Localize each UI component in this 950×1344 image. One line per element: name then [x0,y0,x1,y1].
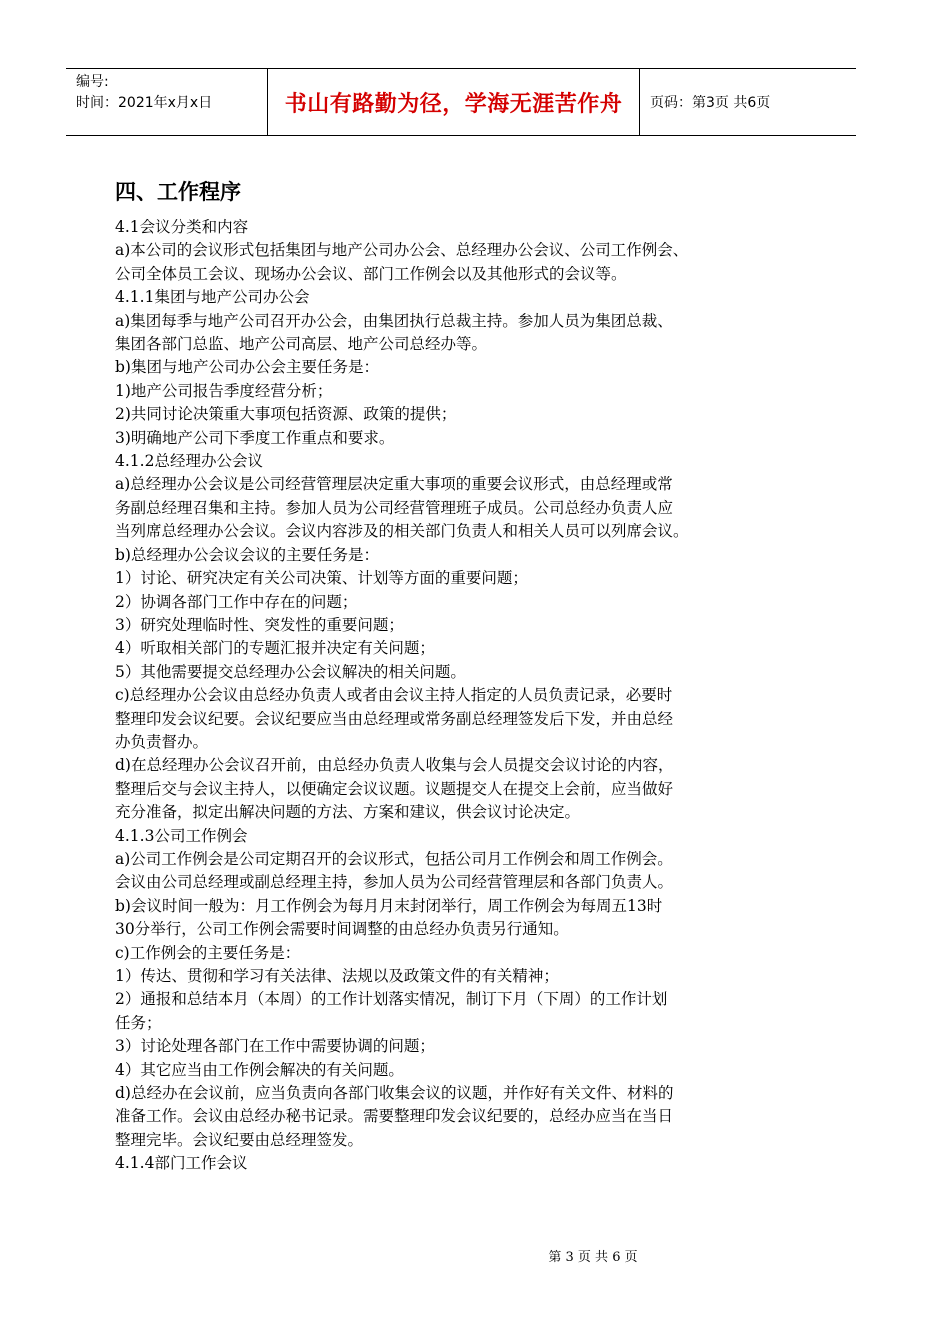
text-line: 办负责督办。 [115,732,209,751]
text-line: 整理印发会议纪要。会议纪要应当由总经理或常务副总经理签发后下发，并由总经 [115,709,674,728]
text-line: 集团各部门总监、地产公司高层、地产公司总经办等。 [115,335,488,354]
document-body [115,176,835,1176]
text-line: 4.1.2总经理办公会议 [115,452,263,471]
text-line: 任务； [115,1013,162,1032]
text-line: a)本公司的会议形式包括集团与地产公司办公会、总经理办公会议、公司工作例会、 [115,241,689,260]
text-line: 4.1会议分类和内容 [115,218,249,236]
text-line: 会议由公司总经理或副总经理主持，参加人员为公司经营管理层和各部门负责人。 [115,873,674,892]
text-line: 4）听取相关部门的专题汇报并决定有关问题； [115,639,435,658]
text-line: a)公司工作例会是公司定期召开的会议形式，包括公司月工作例会和周工作例会。 [115,849,673,868]
page-header [66,68,856,136]
header-page-code: 页码：第3页 共6页 [650,95,771,111]
text-line: 1）传达、贯彻和学习有关法律、法规以及政策文件的有关精神； [115,967,559,985]
text-line: 2）协调各部门工作中存在的问题； [115,592,358,611]
text-line: 2）通报和总结本月（本周）的工作计划落实情况，制订下月（下周）的工作计划 [115,990,668,1009]
text-line: 公司全体员工会议、现场办公会议、部门工作例会以及其他形式的会议等。 [115,264,627,283]
text-line: 2)共同讨论决策重大事项包括资源、政策的提供； [115,405,457,424]
text-line: 1）讨论、研究决定有关公司决策、计划等方面的重要问题； [115,569,528,588]
page-indicator: 第 3 页 共 6 页 [548,1250,638,1265]
text-line: 3)明确地产公司下季度工作重点和要求。 [115,428,395,447]
header-meta [66,69,267,135]
document-number-label: 编号: [76,74,109,90]
text-line: 3）研究处理临时性、突发性的重要问题； [115,615,404,634]
text-line: 30分举行，公司工作例会需要时间调整的由总经办负责另行通知。 [115,920,569,939]
text-line: d)在总经理办公会议召开前，由总经办负责人收集与会人员提交会议讨论的内容， [115,756,674,775]
text-line: c)工作例会的主要任务是： [115,943,301,962]
text-line: d)总经办在会议前，应当负责向各部门收集会议的议题，并作好有关文件、材料的 [115,1084,674,1103]
text-line: b)总经理办公会议会议的主要任务是： [115,545,379,564]
page-footer [0,1246,950,1265]
text-line: a)集团每季与地产公司召开办公会，由集团执行总裁主持。参加人员为集团总裁、 [115,311,673,330]
text-line: 充分准备，拟定出解决问题的方法、方案和建议，供会议讨论决定。 [115,803,581,822]
text-line: c)总经理办公会议由总经办负责人或者由会议主持人指定的人员负责记录，必要时 [115,686,673,705]
text-line: 4.1.4部门工作会议 [115,1154,248,1173]
text-line: 3）讨论处理各部门在工作中需要协调的问题； [115,1037,435,1056]
text-line: 整理完毕。会议纪要由总经理签发。 [115,1130,364,1149]
text-line: a)总经理办公会议是公司经营管理层决定重大事项的重要会议形式，由总经理或常 [115,475,673,494]
text-line: 整理后交与会议主持人，以便确定会议议题。议题提交人在提交上会前，应当做好 [115,779,674,798]
body-text [115,216,835,1176]
text-line: 务副总经理召集和主持。参加人员为公司经营管理班子成员。公司总经办负责人应 [115,498,674,517]
section-title: 四、工作程序 [115,180,241,204]
text-line: b)会议时间一般为：月工作例会为每月月末封闭举行，周工作例会为每周五13时 [115,896,663,915]
text-line: 1)地产公司报告季度经营分析； [115,381,333,400]
header-motto: 书山有路勤为径，学海无涯苦作舟 [267,69,640,135]
text-line: 当列席总经理办公会议。会议内容涉及的相关部门负责人和相关人员可以列席会议。 [115,522,689,541]
text-line: 4.1.1集团与地产公司办公会 [115,288,310,307]
text-line: 准备工作。会议由总经办秘书记录。需要整理印发会议纪要的，总经办应当在当日 [115,1107,674,1126]
document-time-label: 时间：2021年x月x日 [76,95,213,111]
text-line: 5）其他需要提交总经理办公会议解决的相关问题。 [115,662,466,681]
text-line: b)集团与地产公司办公会主要任务是： [115,358,379,377]
text-line: 4.1.3公司工作例会 [115,826,248,845]
text-line: 4）其它应当由工作例会解决的有关问题。 [115,1060,404,1079]
